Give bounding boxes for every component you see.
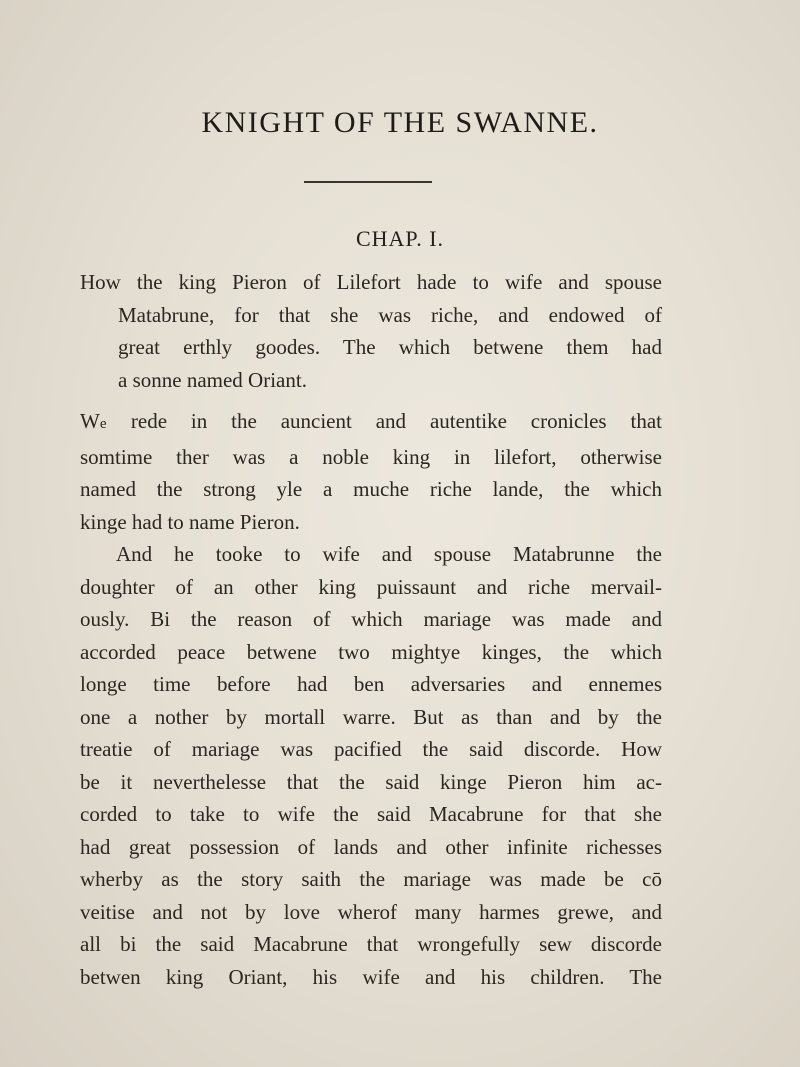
summary-line: a sonne named Oriant. — [118, 367, 307, 392]
chapter-heading: CHAP. I. — [355, 226, 445, 251]
summary-line: How the king Pieron of Lilefort hade to wife and spouse — [80, 270, 662, 294]
body-line: kinge had to name Pieron. — [80, 509, 300, 534]
body-line: all bi the said Macabrune that wrongefully sew discorde — [80, 932, 662, 956]
body-line: ously. Bi the reason of which mariage was made and — [80, 607, 662, 631]
summary-line: great erthly goodes. The which betwene them had — [118, 335, 662, 359]
body-line: had great possession of lands and other infinite richesses — [80, 834, 662, 859]
body-line: And he tooke to wife and spouse Matabrunne the — [116, 542, 662, 566]
body-line: wherby as the story saith the mariage was made be cō — [80, 867, 662, 891]
body-line: be it neverthelesse that the said kinge Pieron him ac- — [80, 769, 662, 794]
page-title: KNIGHT OF THE SWANNE. — [201, 106, 599, 139]
small-caps-letter: e — [99, 416, 107, 432]
body-line: betwen king Oriant, his wife and his children. The — [80, 964, 662, 989]
body-line: named the strong yle a muche riche lande, the which — [80, 477, 662, 501]
summary-line: Matabrune, for that she was riche, and endowed of — [118, 302, 662, 327]
initial-letter: W — [80, 409, 100, 433]
first-line-text: rede in the auncient and autentike cronicles that — [107, 409, 662, 433]
body-line: somtime ther was a noble king in lilefort, otherwise — [80, 444, 662, 469]
body-line: corded to take to wife the said Macabrune for that she — [80, 802, 662, 826]
body-line: longe time before had ben adversaries and ennemes — [80, 672, 662, 696]
chapter-body — [80, 405, 662, 993]
body-line: one a nother by mortall warre. But as than and by the — [80, 704, 662, 729]
chapter-summary — [80, 266, 662, 396]
body-line: treatie of mariage was pacified the said discorde. How — [80, 737, 662, 761]
body-line: veitise and not by love wherof many harmes grewe, and — [80, 899, 662, 924]
paragraph-first-line — [80, 405, 662, 441]
body-line: doughter of an other king puissaunt and riche mervail- — [80, 574, 662, 599]
title-divider — [304, 181, 432, 183]
body-line: accorded peace betwene two mightye kinges, the which — [80, 639, 662, 664]
